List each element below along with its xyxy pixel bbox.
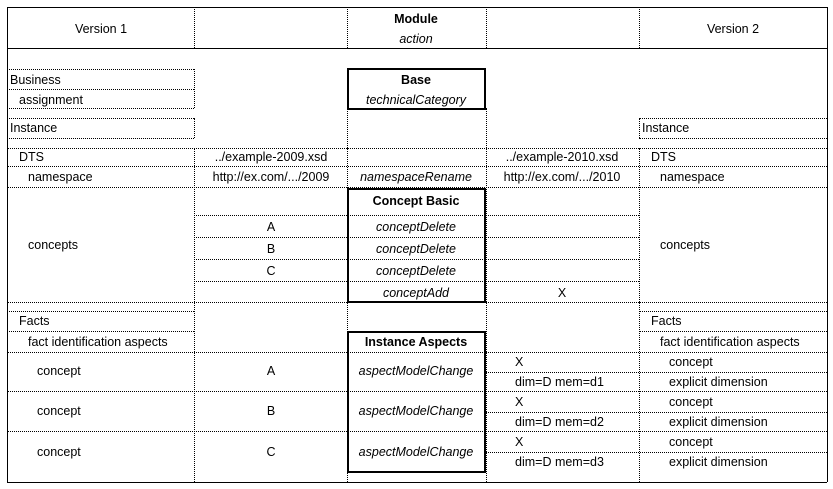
business-label: Business — [10, 73, 61, 87]
col-divider — [486, 148, 487, 302]
col-divider — [194, 148, 195, 302]
namespace-uri-v1: http://ex.com/.../2009 — [212, 170, 330, 184]
row-divider — [7, 311, 194, 312]
fact-identification-aspects-v1: fact identification aspects — [28, 335, 168, 349]
row-divider — [7, 118, 194, 119]
col-divider — [194, 69, 195, 108]
col-divider — [347, 7, 348, 48]
col-divider — [486, 108, 487, 148]
row-divider — [7, 331, 194, 332]
concept-row-action: conceptDelete — [376, 264, 456, 278]
aspect-explicit-dimension-label: explicit dimension — [669, 375, 768, 389]
instance-label-v2: Instance — [642, 121, 690, 135]
row-divider — [7, 108, 194, 109]
concept-row-v1: A — [266, 220, 276, 234]
fact-row-v1: A — [266, 364, 276, 378]
row-divider — [486, 372, 827, 373]
row-divider — [7, 69, 194, 70]
col-divider — [347, 108, 348, 148]
table-bottom-border — [7, 482, 827, 483]
concept-row-action: conceptAdd — [382, 286, 450, 300]
row-divider — [7, 166, 827, 167]
facts-label-v2: Facts — [651, 314, 682, 328]
col-divider — [486, 302, 487, 482]
action-heading: action — [399, 32, 433, 46]
col-divider — [639, 7, 640, 48]
version2-heading: Version 2 — [706, 22, 760, 36]
aspect-concept-label: concept — [669, 395, 713, 409]
fact-row-v2-bottom: dim=D mem=d2 — [515, 415, 604, 429]
fact-row-v2-top: X — [515, 355, 524, 369]
row-divider — [486, 412, 827, 413]
namespace-label-v1: namespace — [28, 170, 93, 184]
aspect-model-change-action: aspectModelChange — [358, 445, 474, 459]
namespace-uri-v2: http://ex.com/.../2010 — [503, 170, 621, 184]
namespace-label-v2: namespace — [660, 170, 725, 184]
fact-row-v2-top: X — [515, 435, 524, 449]
row-divider — [7, 89, 194, 90]
module-heading: Module — [394, 12, 438, 26]
aspect-model-change-action: aspectModelChange — [358, 404, 474, 418]
concept-row-v1: C — [266, 264, 276, 278]
row-divider — [639, 138, 827, 139]
col-divider — [486, 7, 487, 48]
dts-label-v2: DTS — [651, 150, 676, 164]
concept-row-v2: X — [557, 286, 567, 300]
table-left-border — [7, 7, 8, 482]
col-divider — [194, 302, 195, 482]
row-divider — [486, 452, 827, 453]
col-divider — [194, 7, 195, 48]
technical-category-action: technicalCategory — [365, 93, 467, 107]
fact-row-v1: C — [266, 445, 276, 459]
col-divider — [639, 302, 640, 482]
fact-concept-label: concept — [37, 364, 81, 378]
col-divider — [194, 118, 195, 138]
table-right-border — [827, 7, 828, 482]
namespace-rename-action: namespaceRename — [360, 170, 472, 184]
concept-basic-module-name: Concept Basic — [372, 194, 460, 208]
row-divider — [639, 311, 827, 312]
row-divider — [639, 118, 827, 119]
instance-label-v1: Instance — [10, 121, 58, 135]
instance-aspects-module-name: Instance Aspects — [364, 335, 468, 349]
table-top-border — [7, 7, 827, 8]
dts-file-v1: ../example-2009.xsd — [214, 150, 328, 164]
fact-identification-aspects-v2: fact identification aspects — [660, 335, 800, 349]
col-divider — [639, 118, 640, 138]
aspect-model-change-action: aspectModelChange — [358, 364, 474, 378]
concept-row-action: conceptDelete — [376, 220, 456, 234]
aspect-explicit-dimension-label: explicit dimension — [669, 455, 768, 469]
row-divider — [639, 331, 827, 332]
fact-row-v2-bottom: dim=D mem=d1 — [515, 375, 604, 389]
row-divider — [7, 138, 194, 139]
aspect-concept-label: concept — [669, 355, 713, 369]
base-module-name: Base — [401, 73, 431, 87]
col-divider — [639, 148, 640, 302]
concepts-label-v1: concepts — [28, 238, 79, 252]
aspect-concept-label: concept — [669, 435, 713, 449]
version1-heading: Version 1 — [74, 22, 128, 36]
aspect-explicit-dimension-label: explicit dimension — [669, 415, 768, 429]
concept-row-action: conceptDelete — [376, 242, 456, 256]
row-divider — [7, 148, 827, 149]
dts-label-v1: DTS — [19, 150, 44, 164]
fact-row-v2-top: X — [515, 395, 524, 409]
dts-file-v2: ../example-2010.xsd — [505, 150, 619, 164]
fact-concept-label: concept — [37, 445, 81, 459]
concept-row-v1: B — [266, 242, 276, 256]
fact-concept-label: concept — [37, 404, 81, 418]
facts-label-v1: Facts — [19, 314, 50, 328]
concepts-label-v2: concepts — [660, 238, 711, 252]
fact-row-v1: B — [266, 404, 276, 418]
fact-row-v2-bottom: dim=D mem=d3 — [515, 455, 604, 469]
header-bottom-border — [7, 48, 827, 49]
assignment-label: assignment — [19, 93, 83, 107]
